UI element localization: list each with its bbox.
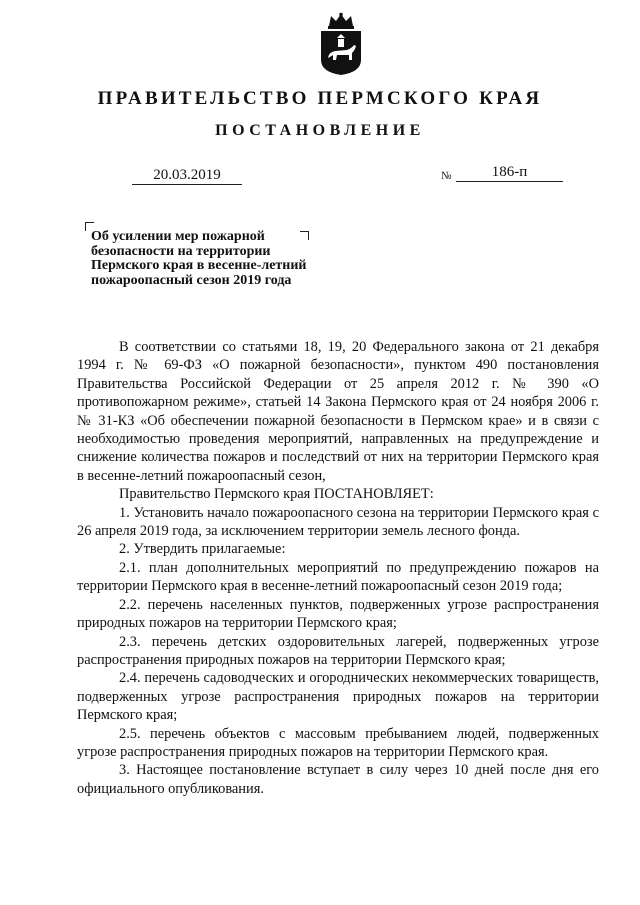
- document-subject: Об усилении мер пожарной безопасности на территории Пермского края в весенне-летний пожароопасный сезон 2019 года: [91, 229, 307, 288]
- document-type: ПОСТАНОВЛЕНИЕ: [215, 122, 425, 139]
- list-item: 2.1. план дополнительных мероприятий по предупреждению пожаров на территории Пермского края в весенне-летний пожароопасный сезон 2019 года;: [77, 559, 599, 595]
- list-item: 2.4. перечень садоводческих и огороднических некоммерческих товариществ, подверженных угрозе распространения природных пожаров на территории Пермского края;: [77, 670, 599, 724]
- document-date: 20.03.2019: [132, 166, 242, 185]
- list-item: 2.2. перечень населенных пунктов, подверженных угрозе распространения природных пожаров на территории Пермского края;: [77, 596, 599, 632]
- number-label: №: [441, 170, 452, 182]
- list-item: 2.5. перечень объектов с массовым пребыванием людей, подверженных угрозе распространения природных пожаров на территории Пермского края.: [77, 725, 599, 760]
- list-item: 2.3. перечень детских оздоровительных лагерей, подверженных угрозе распространения природных пожаров на территории Пермского края;: [77, 633, 599, 668]
- decree-paragraph: Правительство Пермского края ПОСТАНОВЛЯЕТ:: [119, 486, 434, 503]
- document-body: [77, 338, 599, 798]
- organization-title: ПРАВИТЕЛЬСТВО ПЕРМСКОГО КРАЯ: [97, 88, 543, 109]
- coat-of-arms-icon: [317, 12, 365, 76]
- list-item: 2. Утвердить прилагаемые:: [119, 541, 286, 558]
- preamble-paragraph: В соответствии со статьями 18, 19, 20 Федерального закона от 21 декабря 1994 г. № 69-ФЗ «О пожарной безопасности», пунктом 490 постановления Правительства Российской Федерации от 25 апреля 2012 г. № 390 «О противопожарном режиме», статьей 14 Закона Пермского края от 24 ноября 2006 г. № 31-КЗ «Об обеспечении пожарной безопасности в Пермском крае» и в связи с необходимостью проведения мероприятий, направленных на предупреждение и снижение количества пожаров и последствий от них на территории Пермского края в весенне-летний пожароопасный сезон,: [77, 339, 599, 484]
- list-item: 1. Установить начало пожароопасного сезона на территории Пермского края с 26 апреля 2019 года, за исключением территории земель лесного фонда.: [77, 504, 599, 540]
- list-item: 3. Настоящее постановление вступает в силу через 10 дней после дня его официального опубликования.: [77, 762, 599, 797]
- document-number: 186-п: [456, 163, 563, 182]
